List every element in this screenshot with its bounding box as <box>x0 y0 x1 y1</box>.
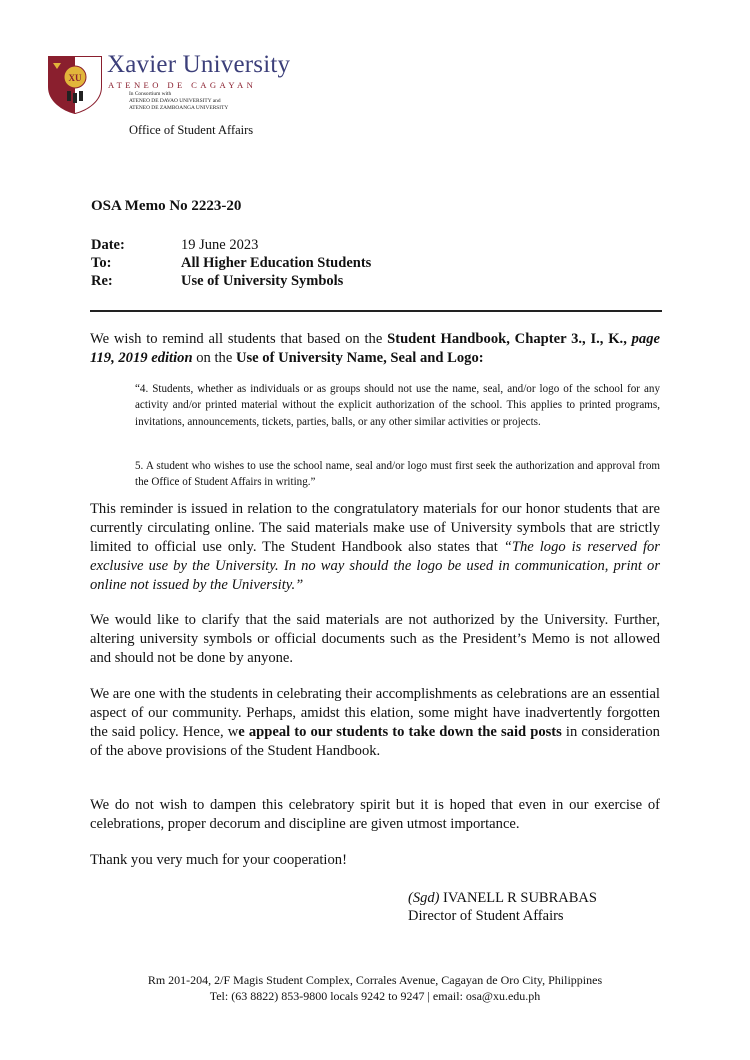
university-seal-logo <box>47 55 103 115</box>
date-value: 19 June 2023 <box>181 237 259 253</box>
footer-address: Rm 201-204, 2/F Magis Student Complex, Corrales Avenue, Cagayan de Oro City, Philippines <box>147 973 603 987</box>
paragraph-6: Thank you very much for your cooperation! <box>90 852 347 868</box>
paragraph-5: We do not wish to dampen this celebratory spirit but it is hoped that even in our exercise of celebrations, proper decorum and discipline are given utmost importance. <box>90 797 660 832</box>
signatory-name: IVANELL R SUBRABAS <box>443 890 597 906</box>
re-value: Use of University Symbols <box>181 273 344 289</box>
quote-item-5: 5. A student who wishes to use the school name, seal and/or logo must first seek the authorization and approval from the Office of Student Affairs in writing.” <box>135 460 660 489</box>
university-subtitle: ATENEO DE CAGAYAN <box>108 80 257 90</box>
paragraph-1 <box>90 330 660 368</box>
memo-date-row <box>91 236 258 254</box>
footer-contact: Tel: (63 8822) 853-9800 locals 9242 to 9247 | email: osa@xu.edu.ph <box>209 989 541 1003</box>
p4-text: We are one with the students in celebrating their accomplishments as celebrations are an essential aspect of our community. Perhaps, amidst this elation, some might have inadvertently forgotten the said policy. Hence, w <box>90 686 660 740</box>
handbook-edition: page 119, 2019 edition <box>90 331 660 366</box>
p1-text: We wish to remind all students that based on the <box>90 331 388 347</box>
paragraph-3: We would like to clarify that the said materials are not authorized by the University. Further, altering university symbols or official documents such as the President’s Memo is not allowed and should not be done by anyone. <box>90 612 660 666</box>
handbook-reference: Student Handbook, Chapter 3., I., K., <box>387 331 632 347</box>
consortium-note <box>129 91 228 111</box>
memo-re-row <box>91 272 343 290</box>
memo-to-row <box>91 254 371 272</box>
p2-text: This reminder is issued in relation to the congratulatory materials for our honor students that are currently circulating online. The said materials make use of University symbols that are strictly limited to official use only. The Student Handbook also states that <box>90 501 660 555</box>
header-divider <box>90 310 662 312</box>
date-label: Date: <box>91 237 125 253</box>
re-label: Re: <box>91 273 113 289</box>
to-label: To: <box>91 255 112 271</box>
policy-title: Use of University Name, Seal and Logo: <box>235 350 484 366</box>
paragraph-2 <box>90 500 660 595</box>
p1-connector: on the <box>192 350 236 366</box>
signed-mark: (Sgd) <box>408 890 440 906</box>
signatory-title: Director of Student Affairs <box>408 908 564 924</box>
appeal-statement: e appeal to our students to take down the said posts <box>238 724 562 740</box>
consortium-line: ATENEO DE ZAMBOANGA UNIVERSITY <box>129 104 229 111</box>
signatory-name-line <box>408 889 597 907</box>
svg-text:XU: XU <box>68 73 82 83</box>
to-value: All Higher Education Students <box>181 255 372 271</box>
memo-number: OSA Memo No 2223-20 <box>91 198 242 214</box>
quote-item-4: “4. Students, whether as individuals or as groups should not use the name, seal, and/or logo of the school for any activity and/or printed material without the explicit authorization of the school. This applies to printed programs, invitations, announcements, tickets, parties, balls, or any other similar activities or projects. <box>135 383 660 428</box>
consortium-line: In Consortium with <box>129 91 172 97</box>
consortium-line: ATENEO DE DAVAO UNIVERSITY and <box>129 97 221 104</box>
paragraph-4 <box>90 685 660 761</box>
university-name: Xavier University <box>107 51 291 78</box>
logo-policy-quote: “The logo is reserved for exclusive use by the University. In no way should the logo be used in communication, print or online not issued by the University.” <box>90 539 660 593</box>
office-name: Office of Student Affairs <box>129 123 254 137</box>
p4-closing: in consideration of the above provisions of the Student Handbook. <box>90 724 660 759</box>
